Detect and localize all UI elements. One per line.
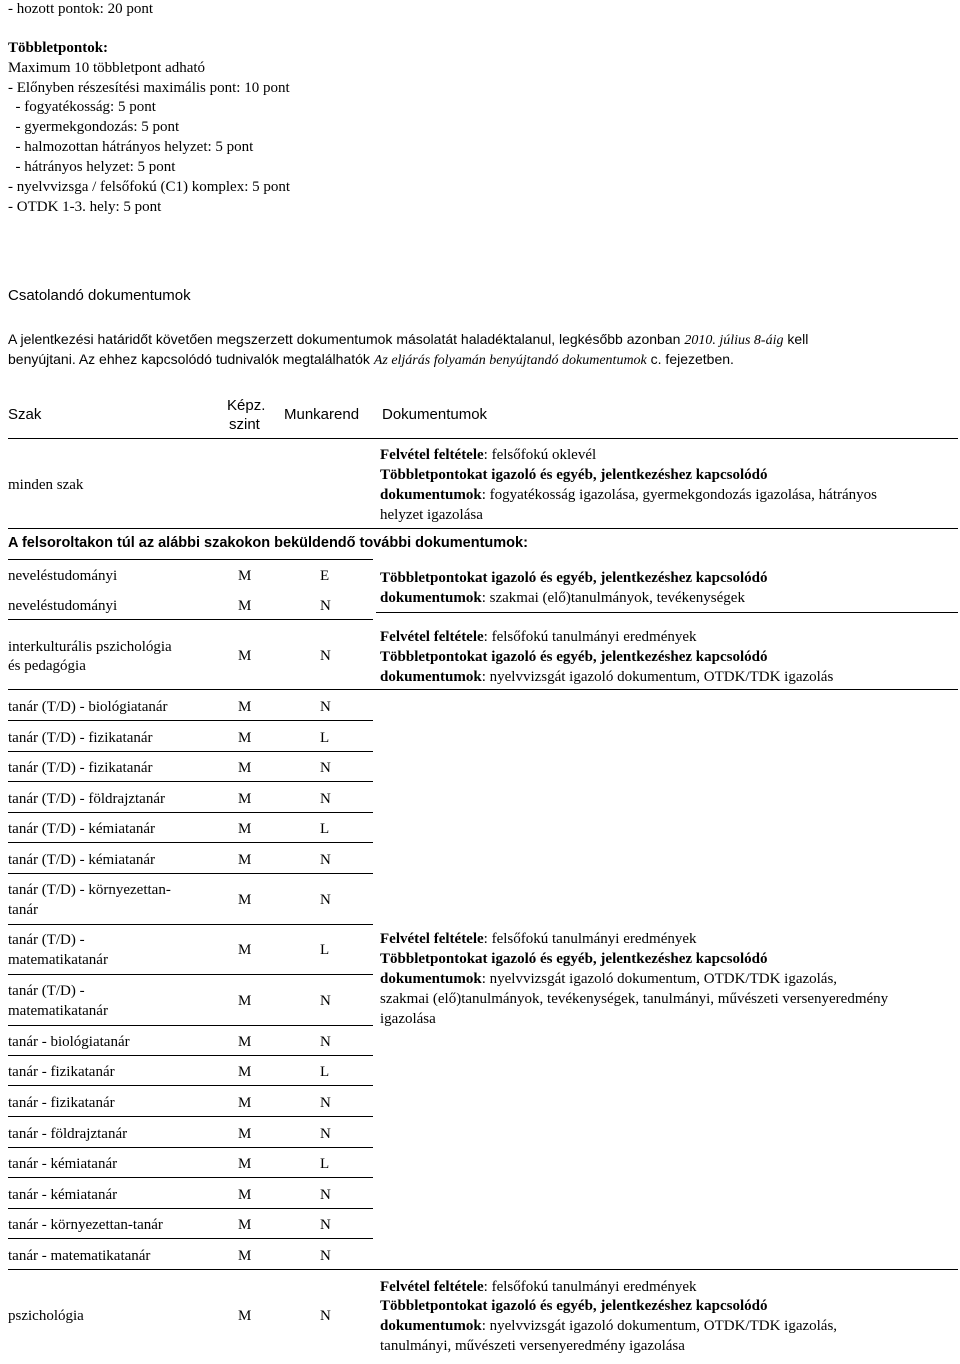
kepz-szint: M — [238, 1187, 252, 1203]
kepz-szint: M — [238, 1308, 252, 1324]
label: dokumentumok — [380, 487, 482, 503]
munkarend: N — [320, 993, 331, 1009]
szak-name: tanár (T/D) - környezettan- — [8, 882, 171, 898]
divider — [8, 1055, 373, 1056]
text: : fogyatékosság igazolása, gyermekgondozás igazolása, hátrányos — [481, 487, 877, 503]
munkarend: N — [320, 598, 331, 614]
kepz-szint: M — [238, 1126, 252, 1142]
divider — [8, 1208, 373, 1209]
munkarend: L — [320, 730, 330, 746]
szak-name: matematikatanár — [8, 952, 108, 968]
intro-line: - nyelvvizsga / felsőfokú (C1) komplex: 5 pont — [8, 179, 291, 195]
doc-line — [380, 486, 877, 505]
label: dokumentumok — [380, 971, 482, 987]
divider — [8, 1177, 373, 1178]
divider — [8, 720, 373, 721]
label: Felvétel feltétele — [380, 931, 484, 947]
szak-name: matematikatanár — [8, 1003, 108, 1019]
doc-line — [380, 628, 697, 647]
munkarend: N — [320, 1034, 331, 1050]
doc-line: Többletpontokat igazoló és egyéb, jelentkezéshez kapcsolódó — [380, 570, 768, 586]
divider — [376, 612, 958, 613]
szak-name: tanár - fizikatanár — [8, 1064, 115, 1080]
munkarend: E — [320, 568, 330, 584]
munkarend: N — [320, 1095, 331, 1111]
munkarend: N — [320, 852, 331, 868]
munkarend: L — [320, 1156, 330, 1172]
text: : nyelvvizsgát igazoló dokumentum, OTDK/TDK igazolás, — [481, 1318, 838, 1334]
kepz-szint: M — [238, 1156, 252, 1172]
doc-line: igazolása — [380, 1011, 436, 1027]
text: c. fejezetben. — [646, 351, 734, 367]
munkarend: N — [320, 760, 331, 776]
col-header-dokumentumok: Dokumentumok — [382, 406, 488, 423]
kepz-szint: M — [238, 699, 252, 715]
kepz-szint: M — [238, 1034, 252, 1050]
divider — [8, 619, 373, 620]
doc-line: Többletpontokat igazoló és egyéb, jelentkezéshez kapcsolódó — [380, 467, 768, 483]
intro-line: - Előnyben részesítési maximális pont: 10 pont — [8, 80, 290, 96]
divider — [8, 689, 958, 690]
munkarend: N — [320, 699, 331, 715]
divider — [8, 781, 373, 782]
tobbletpontok-title: Többletpontok: — [8, 40, 109, 56]
divider — [8, 1085, 373, 1086]
divider — [8, 1238, 373, 1239]
divider — [8, 438, 958, 439]
col-header-munkarend: Munkarend — [284, 406, 360, 423]
divider — [8, 873, 373, 874]
divider — [8, 1116, 373, 1117]
intro-line: - OTDK 1-3. hely: 5 pont — [8, 199, 162, 215]
kepz-szint: M — [238, 730, 252, 746]
szak-name: interkulturális pszichológia — [8, 639, 172, 655]
szak-name: tanár — [8, 902, 38, 918]
kepz-szint: M — [238, 892, 252, 908]
szak-name: és pedagógia — [8, 658, 86, 674]
szak-name: neveléstudományi — [8, 598, 118, 614]
text: : nyelvvizsgát igazoló dokumentum, OTDK/TDK igazolás — [481, 669, 834, 685]
szak-name: tanár (T/D) - kémiatanár — [8, 821, 156, 837]
divider — [8, 974, 373, 975]
divider — [8, 1025, 373, 1026]
divider — [8, 812, 373, 813]
kepz-szint: M — [238, 1095, 252, 1111]
kepz-szint: M — [238, 821, 252, 837]
divider — [8, 528, 958, 529]
text: A jelentkezési határidőt követően megszerzett dokumentumok másolatát haladéktalanul, legkésőbb azonban — [8, 331, 685, 347]
label: dokumentumok — [380, 1318, 482, 1334]
szak-minden: minden szak — [8, 477, 84, 493]
doc-line: Többletpontokat igazoló és egyéb, jelentkezéshez kapcsolódó — [380, 951, 768, 967]
doc-line: Többletpontokat igazoló és egyéb, jelentkezéshez kapcsolódó — [380, 1298, 768, 1314]
divider — [8, 1269, 958, 1270]
doc-line: helyzet igazolása — [380, 507, 483, 523]
szak-name: tanár - fizikatanár — [8, 1095, 115, 1111]
text: : felsőfokú tanulmányi eredmények — [483, 629, 697, 645]
label: Felvétel feltétele — [380, 447, 484, 463]
intro-line: - hátrányos helyzet: 5 pont — [8, 159, 176, 175]
szak-name: tanár - matematikatanár — [8, 1248, 151, 1264]
kepz-szint: M — [238, 852, 252, 868]
kepz-szint: M — [238, 993, 252, 1009]
divider — [8, 842, 373, 843]
intro-line: Maximum 10 többletpont adható — [8, 60, 206, 76]
doc-line: szakmai (elő)tanulmányok, tevékenységek, tanulmányi, művészeti versenyeredmény — [380, 991, 889, 1007]
divider — [8, 1147, 373, 1148]
szak-name: tanár - biológiatanár — [8, 1034, 130, 1050]
label: dokumentumok — [380, 590, 482, 606]
szak-name: pszichológia — [8, 1308, 84, 1324]
kepz-szint: M — [238, 598, 252, 614]
munkarend: N — [320, 648, 331, 664]
kepz-szint: M — [238, 1248, 252, 1264]
munkarend: N — [320, 1126, 331, 1142]
divider — [8, 559, 373, 560]
doc-line — [380, 668, 833, 687]
doc-line — [380, 446, 596, 465]
paragraph-line-2 — [8, 350, 734, 370]
kepz-szint: M — [238, 942, 252, 958]
kepz-szint: M — [238, 791, 252, 807]
intro-line: - halmozottan hátrányos helyzet: 5 pont — [8, 139, 254, 155]
kepz-szint: M — [238, 648, 252, 664]
intro-line: - fogyatékosság: 5 pont — [8, 99, 156, 115]
doc-line — [380, 589, 745, 608]
doc-line — [380, 970, 837, 989]
kepz-szint: M — [238, 760, 252, 776]
label: Felvétel feltétele — [380, 1279, 484, 1295]
kepz-szint: M — [238, 1217, 252, 1233]
munkarend: N — [320, 1248, 331, 1264]
doc-line — [380, 1317, 837, 1336]
munkarend: L — [320, 942, 330, 958]
szak-name: tanár (T/D) - kémiatanár — [8, 852, 156, 868]
text: : felsőfokú tanulmányi eredmények — [483, 931, 697, 947]
szak-name: tanár (T/D) - — [8, 932, 85, 948]
deadline-date: 2010. július 8-áig — [684, 333, 784, 348]
text: kell — [783, 331, 809, 347]
szak-name: tanár - földrajztanár — [8, 1126, 128, 1142]
doc-line — [380, 1278, 697, 1297]
hozott-pontok: - hozott pontok: 20 pont — [8, 1, 153, 17]
szak-name: tanár (T/D) - biológiatanár — [8, 699, 168, 715]
divider — [8, 924, 373, 925]
kepz-szint: M — [238, 1064, 252, 1080]
szak-name: tanár (T/D) - földrajztanár — [8, 791, 165, 807]
szak-name: tanár (T/D) - — [8, 983, 85, 999]
doc-line: Többletpontokat igazoló és egyéb, jelentkezéshez kapcsolódó — [380, 649, 768, 665]
col-header-szak: Szak — [8, 406, 42, 423]
text: : szakmai (elő)tanulmányok, tevékenységek — [481, 590, 745, 606]
szak-name: tanár - kémiatanár — [8, 1156, 118, 1172]
text: : felsőfokú oklevél — [483, 447, 597, 463]
text: benyújtani. Az ehhez kapcsolódó tudnivalók megtalálhatók — [8, 351, 374, 367]
section-title: A felsoroltakon túl az alábbi szakokon beküldendő további dokumentumok: — [8, 535, 528, 551]
munkarend: N — [320, 1187, 331, 1203]
munkarend: N — [320, 791, 331, 807]
intro-line: - gyermekgondozás: 5 pont — [8, 119, 180, 135]
munkarend: N — [320, 1217, 331, 1233]
label: Felvétel feltétele — [380, 629, 484, 645]
szak-name: tanár (T/D) - fizikatanár — [8, 760, 153, 776]
label: dokumentumok — [380, 669, 482, 685]
col-header-szint: szint — [229, 416, 260, 433]
munkarend: L — [320, 1064, 330, 1080]
text: : felsőfokú tanulmányi eredmények — [483, 1279, 697, 1295]
divider — [8, 751, 373, 752]
doc-line — [380, 930, 697, 949]
paragraph-line-1 — [8, 330, 808, 350]
munkarend: N — [320, 1308, 331, 1324]
section-heading: Csatolandó dokumentumok — [8, 287, 191, 304]
kepz-szint: M — [238, 568, 252, 584]
szak-name: neveléstudományi — [8, 568, 118, 584]
szak-name: tanár - környezettan-tanár — [8, 1217, 163, 1233]
szak-name: tanár (T/D) - fizikatanár — [8, 730, 153, 746]
munkarend: N — [320, 892, 331, 908]
szak-name: tanár - kémiatanár — [8, 1187, 118, 1203]
munkarend: L — [320, 821, 330, 837]
doc-line: tanulmányi, művészeti versenyeredmény igazolása — [380, 1338, 685, 1354]
chapter-reference: Az eljárás folyamán benyújtandó dokumentumok — [373, 353, 647, 368]
text: : nyelvvizsgát igazoló dokumentum, OTDK/TDK igazolás, — [481, 971, 838, 987]
col-header-kepz: Képz. — [227, 397, 266, 414]
